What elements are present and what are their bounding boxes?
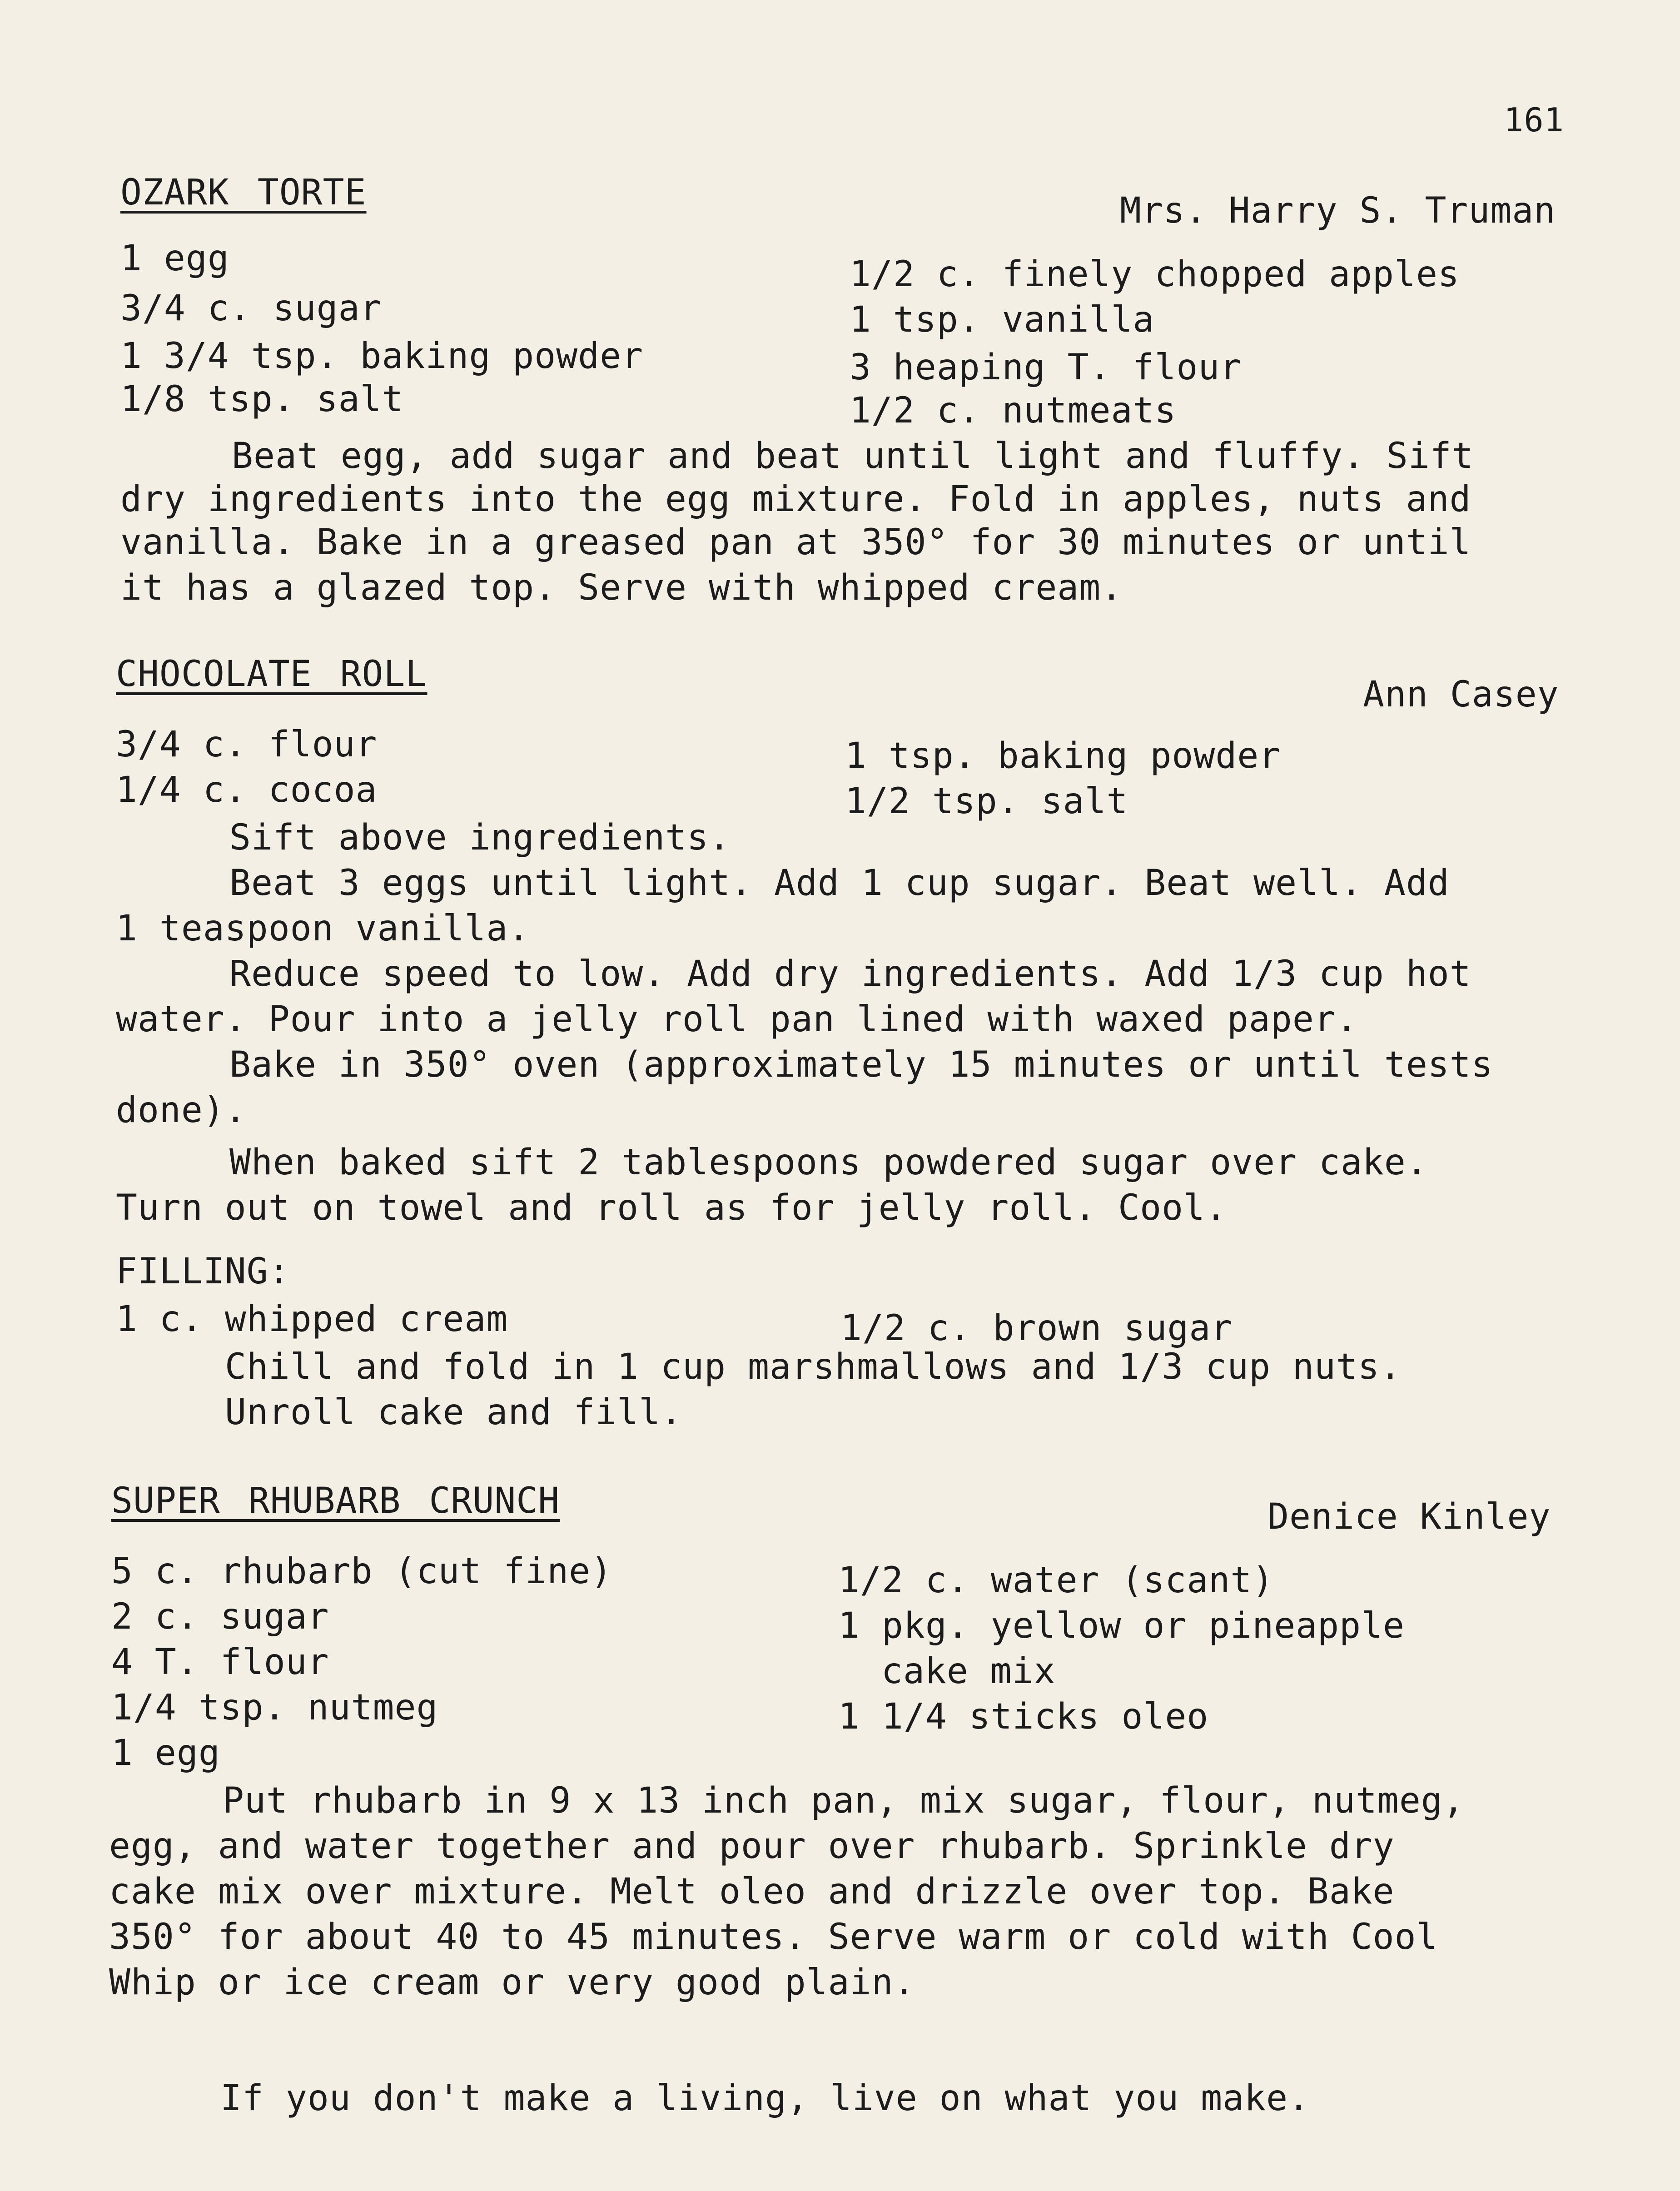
direction-line: 1 teaspoon vanilla. [116,908,530,949]
ingredient-left: 1 egg [120,238,229,279]
filling-ingredient-left: 1 c. whipped cream [116,1299,508,1340]
direction-line: When baked sift 2 tablespoons powdered sugar over cake. [229,1142,1428,1183]
direction-line: done). [116,1090,247,1131]
ingredient-right: 1 tsp. vanilla [850,299,1155,340]
direction-line: dry ingredients into the egg mixture. Fold in apples, nuts and [120,479,1471,520]
filling-label: FILLING: [116,1251,290,1292]
ingredient-left: 3/4 c. sugar [120,288,382,329]
direction-line: Turn out on towel and roll as for jelly roll. Cool. [116,1187,1227,1228]
ingredient-right: 1/2 c. finely chopped apples [850,254,1460,295]
ingredient-left: 3/4 c. flour [116,724,378,765]
direction-line: Beat egg, add sugar and beat until light and fluffy. Sift [232,436,1474,477]
direction-line: water. Pour into a jelly roll pan lined with waxed paper. [116,999,1358,1040]
ingredient-left: 4 T. flour [111,1642,329,1683]
ingredient-right: 1/2 c. nutmeats [850,390,1177,431]
page-number: 161 [1504,101,1565,139]
recipe-title: SUPER RHUBARB CRUNCH [111,1481,560,1521]
ingredient-left: 1 egg [111,1733,220,1774]
recipe-title: OZARK TORTE [120,172,367,213]
direction-line: vanilla. Bake in a greased pan at 350° for 30 minutes or until [120,522,1471,563]
ingredient-left: 2 c. sugar [111,1596,329,1637]
ingredient-left: 5 c. rhubarb (cut fine) [111,1551,613,1592]
ingredient-right: cake mix [881,1651,1056,1692]
direction-line: Put rhubarb in 9 x 13 inch pan, mix sugar, flour, nutmeg, [223,1780,1465,1821]
ingredient-right: 1 tsp. baking powder [845,735,1281,776]
recipe-author: Denice Kinley [1267,1496,1551,1537]
ingredient-right: 3 heaping T. flour [850,347,1242,388]
filling-ingredient-right: 1/2 c. brown sugar [840,1308,1233,1349]
ingredient-right: 1/2 c. water (scant) [838,1560,1274,1601]
ingredient-right: 1/2 tsp. salt [845,781,1128,822]
recipe-author: Mrs. Harry S. Truman [1120,190,1556,231]
footer-quote: If you don't make a living, live on what you make. [220,2078,1310,2119]
direction-line: egg, and water together and pour over rhubarb. Sprinkle dry [109,1826,1395,1867]
ingredient-left: 1/8 tsp. salt [120,379,404,420]
ingredient-right: 1 pkg. yellow or pineapple [838,1605,1405,1646]
recipe-title: CHOCOLATE ROLL [116,654,427,695]
filling-direction-line: Unroll cake and fill. [225,1392,683,1433]
filling-direction-line: Chill and fold in 1 cup marshmallows and 1/3 cup nuts. [225,1346,1402,1387]
ingredient-left: 1/4 c. cocoa [116,770,378,810]
direction-line: Whip or ice cream or very good plain. [109,1962,915,2003]
direction-line: Bake in 350° oven (approximately 15 minutes or until tests [229,1044,1493,1085]
direction-line: Beat 3 eggs until light. Add 1 cup sugar. Beat well. Add [229,863,1450,904]
direction-line: cake mix over mixture. Melt oleo and drizzle over top. Bake [109,1871,1395,1912]
direction-line: 350° for about 40 to 45 minutes. Serve warm or cold with Cool [109,1917,1438,1957]
recipe-author: Ann Casey [1363,674,1559,715]
ingredient-left: 1 3/4 tsp. baking powder [120,336,644,377]
direction-line: Sift above ingredients. [229,817,731,858]
ingredient-right: 1 1/4 sticks oleo [838,1696,1209,1737]
ingredient-left: 1/4 tsp. nutmeg [111,1687,438,1728]
direction-line: it has a glazed top. Serve with whipped cream. [120,567,1123,608]
direction-line: Reduce speed to low. Add dry ingredients. Add 1/3 cup hot [229,954,1471,994]
